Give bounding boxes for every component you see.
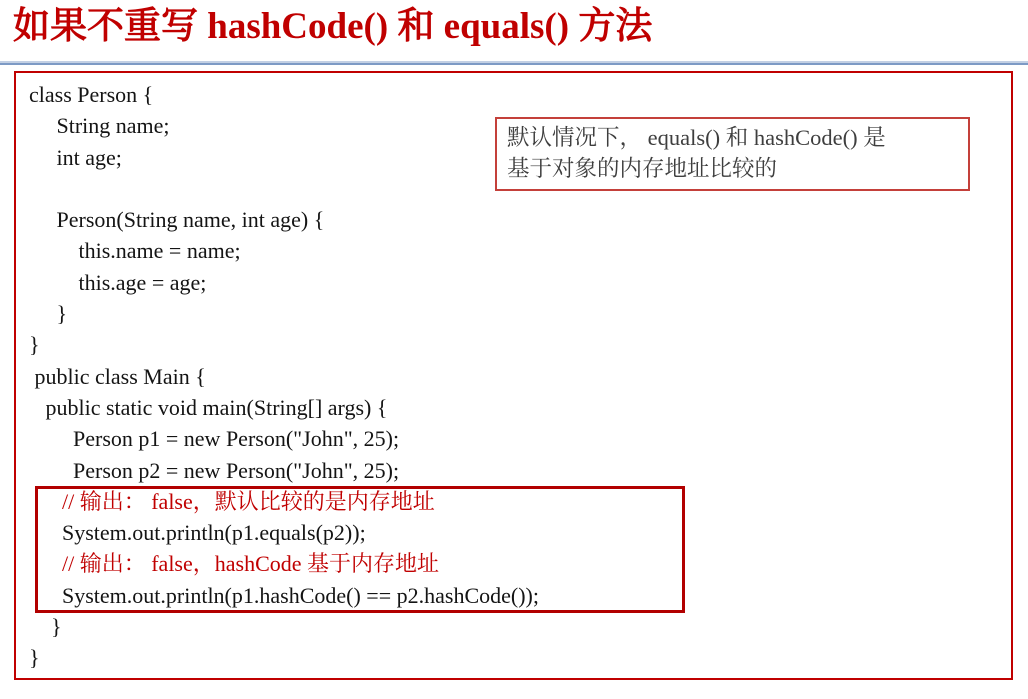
- code-line: }: [29, 301, 68, 327]
- code-line: Person(String name, int age) {: [29, 207, 325, 233]
- code-line: Person p2 = new Person("John", 25);: [29, 457, 400, 483]
- code-line: public class Main {: [29, 363, 206, 389]
- code-comment-line: // 输出： false，hashCode 基于内存地址: [29, 551, 440, 577]
- annotation-line-2: 基于对象的内存地址比较的: [507, 156, 778, 181]
- code-line: String name;: [29, 113, 170, 139]
- code-line: this.name = name;: [29, 238, 241, 264]
- title-divider-line: [0, 61, 1028, 65]
- code-line: Person p1 = new Person("John", 25);: [29, 426, 400, 452]
- code-comment-line: // 输出： false，默认比较的是内存地址: [29, 488, 435, 514]
- code-line: this.age = age;: [29, 269, 207, 295]
- page-title: 如果不重写 hashCode() 和 equals() 方法: [13, 6, 653, 47]
- annotation-line-1: 默认情况下， equals() 和 hashCode() 是: [507, 125, 886, 150]
- code-line: System.out.println(p1.hashCode() == p2.hashCode());: [29, 582, 539, 608]
- code-line: class Person {: [29, 82, 154, 107]
- code-line: }: [29, 614, 62, 640]
- code-line: System.out.println(p1.equals(p2));: [29, 520, 366, 546]
- annotation-box: [495, 117, 970, 191]
- code-line: public static void main(String[] args) {: [29, 394, 388, 420]
- code-line: }: [29, 332, 40, 358]
- code-line: int age;: [29, 144, 122, 170]
- code-line: }: [29, 645, 40, 671]
